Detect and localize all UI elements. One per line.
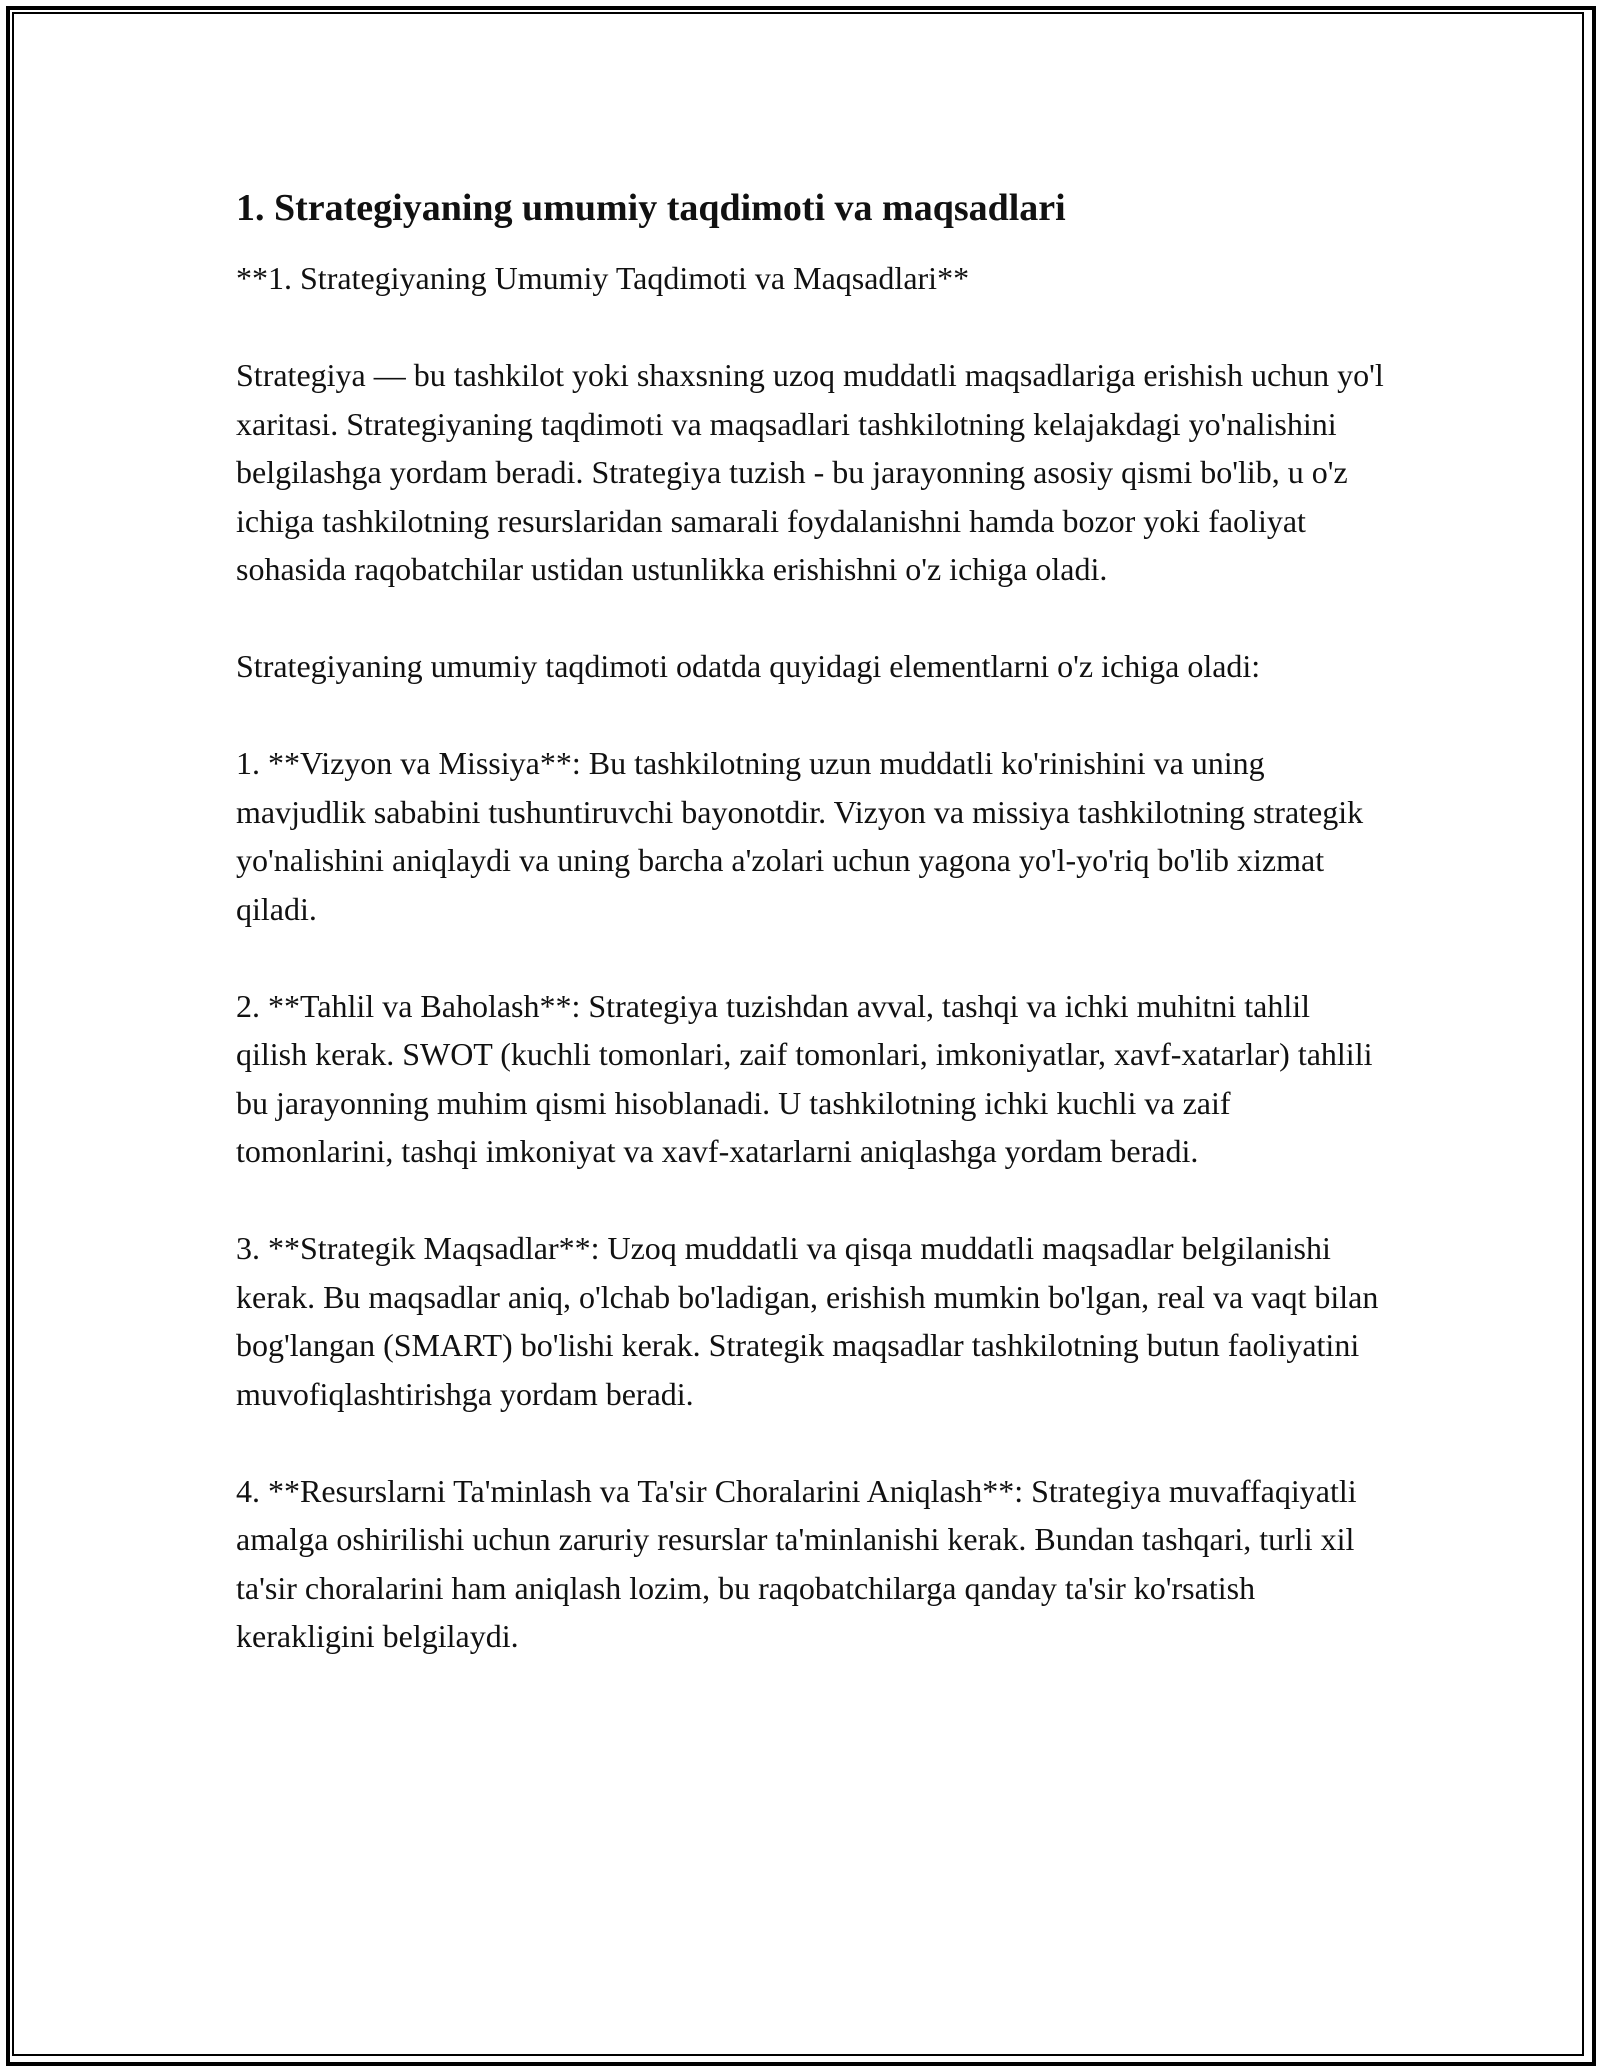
list-item-analysis: 2. **Tahlil va Baholash**: Strategiya tuzishdan avval, tashqi va ichki muhitni tahlil qilish kerak. SWOT (kuchli tomonlari, zaif tomonlari, imkoniyatlar, xavf-xatarlar) tahlili bu jarayonning muhim qismi hisoblanadi. U tashkilotning ichki kuchli va zaif tomonlarini, tashqi imkoniyat va xavf-xatarlarni aniqlashga yordam beradi. (236, 987, 1381, 1169)
paragraph-elements-lead: Strategiyaning umumiy taqdimoti odatda quyidagi elementlarni o'z ichiga oladi: (236, 648, 1261, 684)
page-title: 1. Strategiyaning umumiy taqdimoti va maqsadlari (236, 187, 1066, 229)
list-item-strategic-goals: 3. **Strategik Maqsadlar**: Uzoq muddatli va qisqa muddatli maqsadlar belgilanishi kerak. Bu maqsadlar aniq, o'lchab bo'ladigan, erishish mumkin bo'lgan, real va vaqt bilan bog'langan (SMART) bo'lishi kerak. Strategik maqsadlar tashkilotning butun faoliyatini muvofiqlashtirishga yordam beradi. (236, 1230, 1387, 1412)
paragraph-intro: Strategiya — bu tashkilot yoki shaxsning uzoq muddatli maqsadlariga erishish uchun yo'l xaritasi. Strategiyaning taqdimoti va maqsadlari tashkilotning kelajakdagi yo'nalishini belgilashga yordam beradi. Strategiya tuzish - bu jarayonning asosiy qismi bo'lib, u o'z ichiga tashkilotning resurslaridan samarali foydalanishni hamda bozor yoki faoliyat sohasida raqobatchilar ustidan ustunlikka erishishni o'z ichiga oladi. (236, 357, 1392, 587)
paragraph-subtitle: **1. Strategiyaning Umumiy Taqdimoti va Maqsadlari** (236, 260, 970, 296)
list-item-vision-mission: 1. **Vizyon va Missiya**: Bu tashkilotning uzun muddatli ko'rinishini va uning mavjudlik sababini tushuntiruvchi bayonotdir. Vizyon va missiya tashkilotning strategik yo'nalishini aniqlaydi va uning barcha a'zolari uchun yagona yo'l-yo'riq bo'lib xizmat qiladi. (236, 745, 1372, 927)
list-item-resources: 4. **Resurslarni Ta'minlash va Ta'sir Choralarini Aniqlash**: Strategiya muvaffaqiyatli amalga oshirilishi uchun zaruriy resurslar ta'minlanishi kerak. Bundan tashqari, turli xil ta'sir choralarini ham aniqlash lozim, bu raqobatchilarga qanday ta'sir ko'rsatish kerakligini belgilaydi. (236, 1472, 1365, 1654)
document-body (236, 184, 1392, 1661)
